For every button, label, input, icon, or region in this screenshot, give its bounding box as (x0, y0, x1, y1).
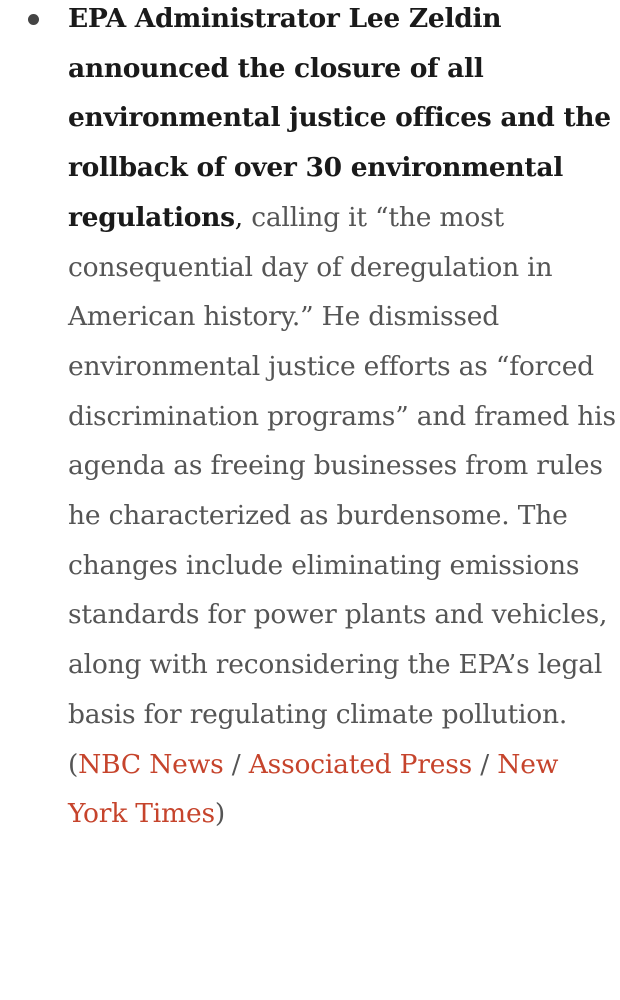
source-separator: / (472, 748, 498, 780)
source-link-new-york-times[interactable]: New York Times (68, 748, 559, 830)
source-open-paren: ( (68, 748, 79, 780)
source-separator: / (223, 748, 249, 780)
bullet-point (28, 14, 39, 25)
source-link-nbc-news[interactable]: NBC News (78, 748, 224, 780)
summary-text: calling it “the most consequential day of deregulation in American history.” He dismissed environmental justice efforts as “forced discrimination programs” and framed his agenda as freeing businesses from rules he characterized as burdensome. The changes include eliminating emissions standards for power plants and vehicles, along with reconsidering the EPA’s legal basis for regulating climate pollution. (68, 201, 616, 730)
headline-bold-text: EPA Administrator Lee Zeldin announced the closure of all environmental justice offices and the rollback of over 30 environmental regulations (68, 3, 611, 233)
news-item-paragraph (68, 0, 616, 839)
source-close-paren: ) (214, 798, 225, 830)
headline-comma: , (234, 201, 243, 233)
source-link-associated-press[interactable]: Associated Press (248, 748, 473, 780)
